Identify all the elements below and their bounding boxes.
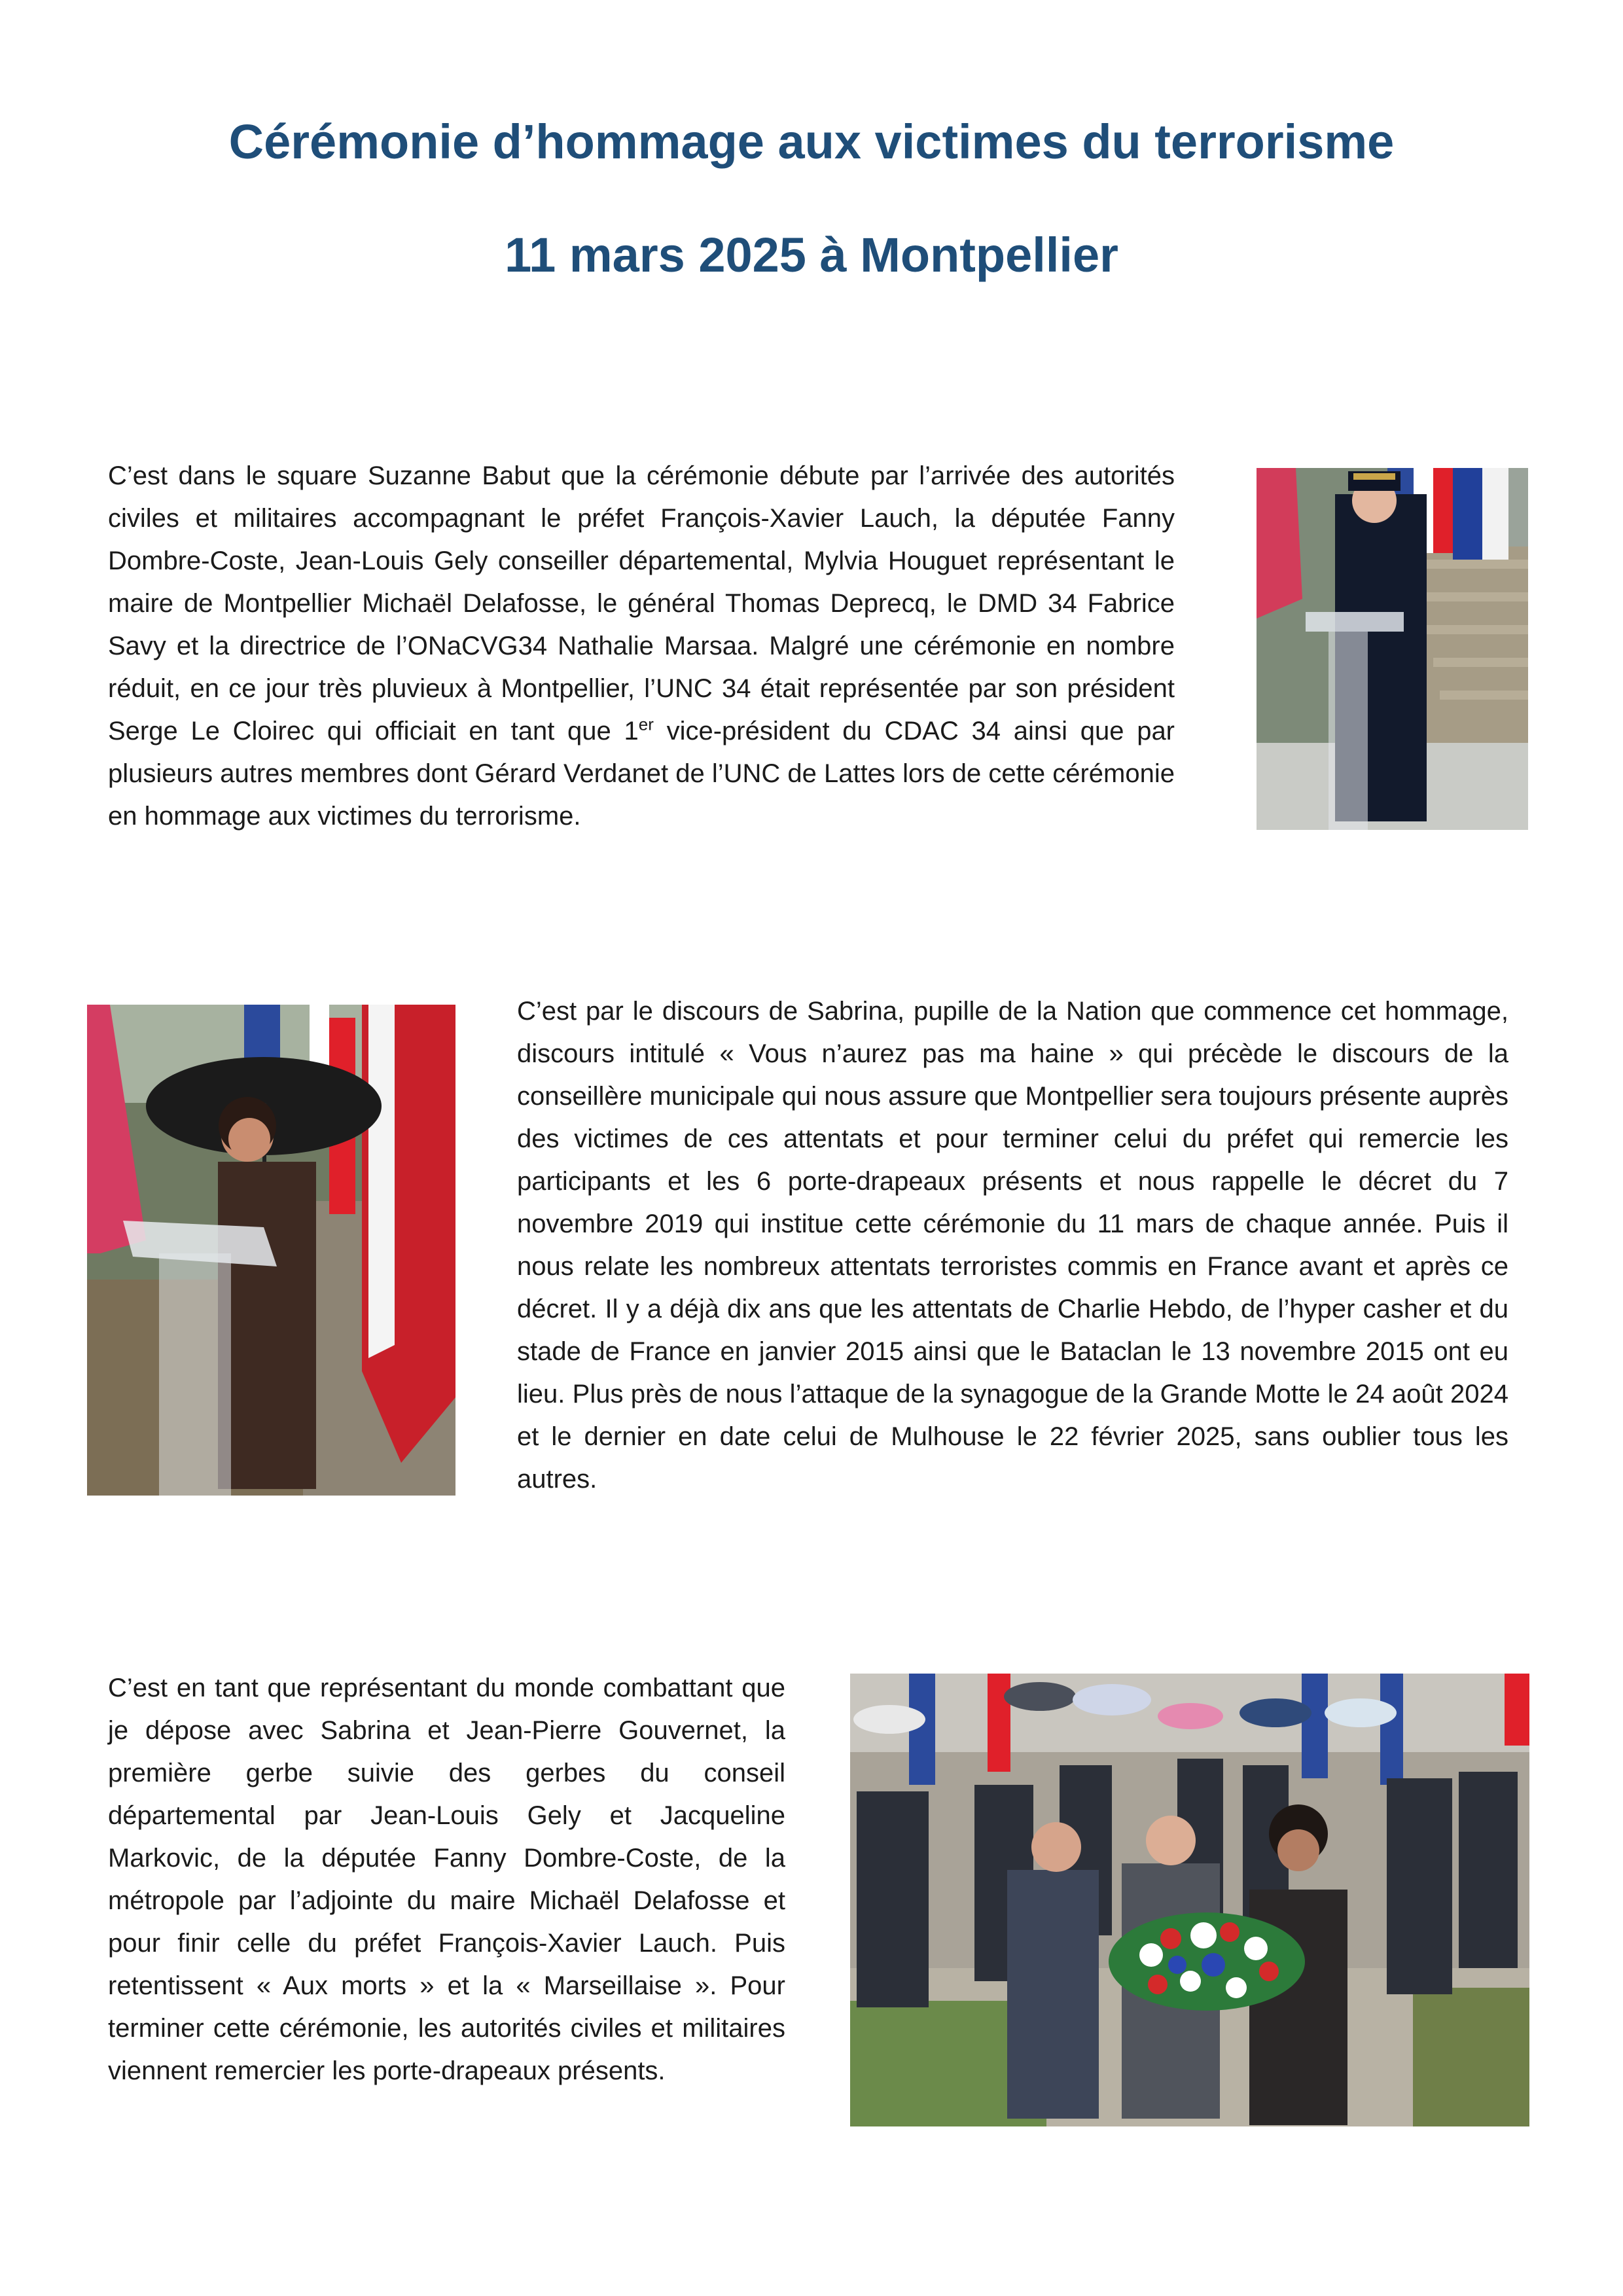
page-subtitle-date: 11 mars 2025 à Montpellier: [505, 228, 1118, 282]
ordinal-superscript: er: [638, 714, 654, 734]
paragraph-text-part: C’est dans le square Suzanne Babut que la cérémonie débute par l’arrivée des autorités civiles et militaires accompagnant le préfet François-Xavier Lauch, la députée Fanny Dombre-Coste, Jean-Louis Gely conseiller départemental, Mylvia Houguet représentant le maire de Montpellier Michaël Delafosse, le général Thomas Deprecq, le DMD 34 Fabrice Savy et la directrice de l’ONaCVG34 Nathalie Marsaa. Malgré une cérémonie en nombre réduit, en ce jour très pluvieux à Montpellier, l’UNC 34 était représentée par son président Serge Le Cloirec qui officiait en tant que 1: [108, 461, 1175, 745]
photo-prefect-at-lectern: [1257, 468, 1528, 830]
photo-sabrina-speech-umbrella: [87, 1005, 455, 1496]
page-title: Cérémonie d’hommage aux victimes du terrorisme: [228, 115, 1395, 169]
paragraph-text-part: vice-président du CDAC 34 ainsi que par plusieurs autres membres dont Gérard Verdanet de l’UNC de Lattes lors de cette cérémonie en hommage aux victimes du terrorisme.: [108, 717, 1175, 831]
photo-wreath-laying: [850, 1674, 1529, 2126]
paragraph-speeches: C’est par le discours de Sabrina, pupille de la Nation que commence cet hommage, discours intitulé « Vous n’aurez pas ma haine » qui précède le discours de la conseillère municipale qui nous assure que Montpellier sera toujours présente auprès des victimes de ces attentats et pour terminer celui du préfet qui remercie les participants et les 6 porte-drapeaux présents et nous rappelle le décret du 7 novembre 2019 qui institue cette cérémonie du 11 mars de chaque année. Puis il nous relate les nombreux attentats terroristes commis en France avant et après ce décret. Il y a déjà dix ans que les attentats de Charlie Hebdo, de l’hyper casher et du stade de France en janvier 2015 ainsi que le Bataclan le 13 novembre 2015 ont eu lieu. Plus près de nous l’attaque de la synagogue de la Grande Motte le 24 août 2024 et le dernier en date celui de Mulhouse le 22 février 2025, sans oublier tous les autres.: [517, 997, 1508, 1494]
paragraph-arrival-of-authorities: [108, 455, 1175, 838]
paragraph-wreath-laying: C’est en tant que représentant du monde combattant que je dépose avec Sabrina et Jean-Pierre Gouvernet, la première gerbe suivie des gerbes du conseil départemental par Jean-Louis Gely et Jacqueline Markovic, de la députée Fanny Dombre-Coste, de la métropole par l’adjointe du maire Michaël Delafosse et pour finir celle du préfet François-Xavier Lauch. Puis retentissent « Aux morts » et la « Marseillaise ». Pour terminer cette cérémonie, les autorités civiles et militaires viennent remercier les porte-drapeaux présents.: [108, 1674, 785, 2085]
